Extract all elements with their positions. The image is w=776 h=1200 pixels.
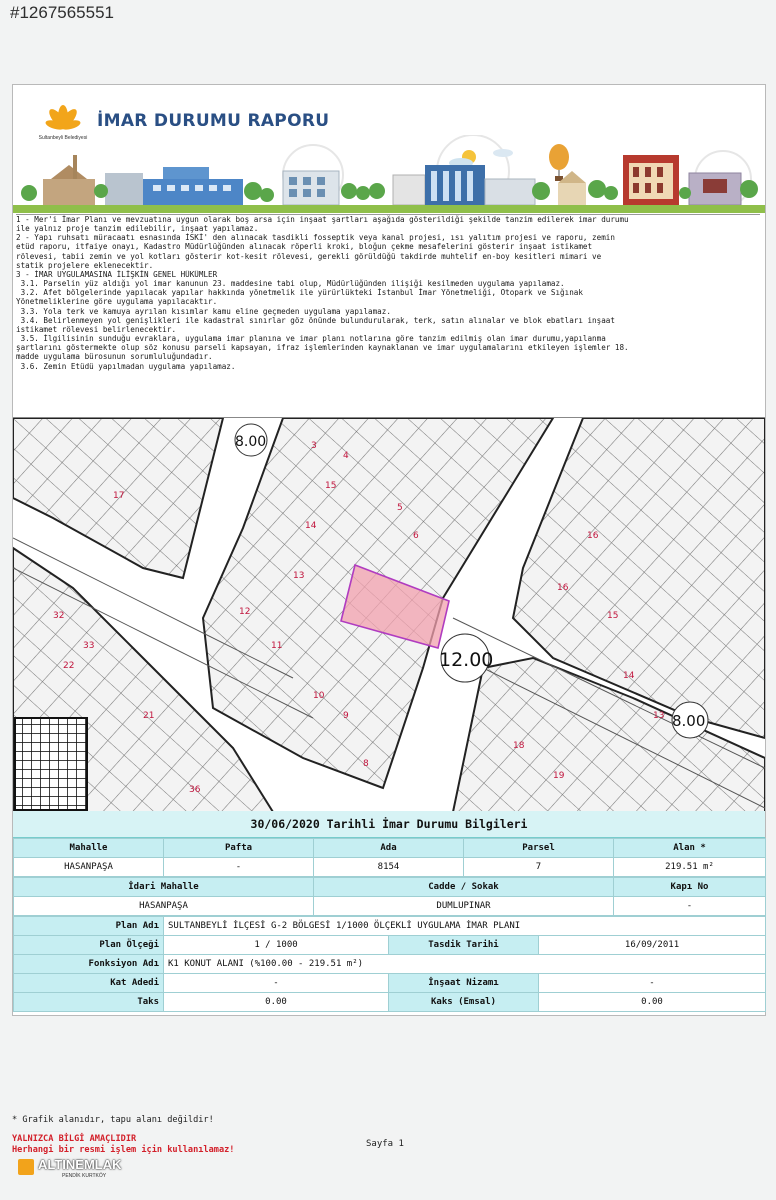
report-header: [13, 85, 765, 213]
construction-order-label: İnşaat Nizamı: [389, 974, 539, 993]
city-skyline-illustration: [13, 135, 765, 213]
graphic-area-note: * Grafik alanıdır, tapu alanı değildir!: [12, 1115, 214, 1125]
plan-scale-label: Plan Ölçeği: [14, 936, 164, 955]
block-number-label: 13: [293, 571, 305, 581]
header-kapi-no: Kapı No: [614, 878, 766, 897]
rule-line: 3.3. Yola terk ve kamuya ayrılan kısımlar kamu eline geçmeden uygulama yapılamaz.: [16, 306, 391, 316]
block-number-label: 21: [143, 711, 155, 721]
rule-line: şartlarını göstermekte olup söz konusu parseli kapsayan, ifraz işlemlerinden kaynaklanan ve imar uygulamalarını etkileyen işlemler 18.: [16, 343, 629, 353]
floors-label: Kat Adedi: [14, 974, 164, 993]
block-number-label: 36: [189, 785, 201, 795]
zoning-info-table-2: [13, 877, 766, 916]
block-number-label: 14: [623, 671, 635, 681]
road-width-label: 8.00: [672, 712, 706, 730]
zoning-plan-table: [13, 916, 766, 1012]
value-cadde-sokak: DUMLUPINAR: [314, 897, 614, 916]
rule-line: rölevesi, tabii zemin ve yol kotları gösterir kot-kesit rölevesi, gerekli görüldüğü takdirde muhtelif en-boy kesitleri mimari ve: [16, 251, 602, 261]
block-number-label: 16: [587, 531, 599, 541]
block-number-label: 13: [653, 711, 665, 721]
kaks-value: 0.00: [539, 993, 766, 1012]
rule-line: 3.6. Zemin Etüdü yapılmadan uygulama yapılamaz.: [16, 361, 236, 371]
rule-line: etüd raporu, itfaiye onayı, Kadastro Müdürlüğünden alınacak röperli kroki, bloğun çekme mesafelerini gösterir inşaat istikamet: [16, 242, 593, 252]
approval-date-label: Tasdik Tarihi: [389, 936, 539, 955]
info-only-warning: YALNIZCA BİLGİ AMAÇLIDIR: [12, 1134, 137, 1144]
brand-name: ALTINEMLAK: [38, 1157, 122, 1172]
municipality-logo-text: Sultanbeyli Belediyesi: [38, 135, 88, 141]
rule-line: ile yalnız proje tanzim edilebilir, inşaat yapılamaz.: [16, 224, 259, 234]
rule-line: statik projelere eklenecektir.: [16, 260, 154, 270]
rule-line: 3.4. Belirlenmeyen yol genişlikleri ile kadastral sınırlar göz önünde bulundurularak, terk, satın alınalar ve blok ebatları inşaat: [16, 315, 615, 325]
header-pafta: Pafta: [164, 839, 314, 858]
block-number-label: 18: [513, 741, 525, 751]
table-row: [14, 839, 766, 858]
header-ada: Ada: [314, 839, 464, 858]
block-number-label: 10: [313, 691, 325, 701]
kaks-label: Kaks (Emsal): [389, 993, 539, 1012]
header-cadde-sokak: Cadde / Sokak: [314, 878, 614, 897]
block-number-label: 19: [553, 771, 565, 781]
value-ada: 8154: [314, 858, 464, 877]
plan-name-value: SULTANBEYLİ İLÇESİ G-2 BÖLGESİ 1/1000 ÖLÇEKLİ UYGULAMA İMAR PLANI: [164, 917, 766, 936]
table-row: [14, 858, 766, 877]
block-number-label: 3: [311, 441, 317, 451]
block-number-label: 33: [83, 641, 95, 651]
block-number-label: 8: [363, 759, 369, 769]
report-title: İMAR DURUMU RAPORU: [97, 111, 330, 131]
value-pafta: -: [164, 858, 314, 877]
header-mahalle: Mahalle: [14, 839, 164, 858]
rule-line: madde uygulama bürosunun sorumluluğundadır.: [16, 352, 213, 362]
brand-watermark: [18, 1157, 128, 1183]
block-number-label: 22: [63, 661, 75, 671]
report-page: [12, 84, 766, 1016]
block-number-label: 32: [53, 611, 65, 621]
value-parsel: 7: [464, 858, 614, 877]
block-number-label: 14: [305, 521, 317, 531]
road-width-label: 8.00: [235, 434, 267, 450]
construction-order-value: -: [539, 974, 766, 993]
rule-line: 2 - Yapı ruhsatı müracaatı esnasında İSKİ' den alınacak tasdikli fosseptik veya kanal projesi, ısı yalıtım projesi ve raporu, zemin: [16, 233, 615, 243]
block-number-label: 17: [113, 491, 125, 501]
value-mahalle: HASANPAŞA: [14, 858, 164, 877]
table-row: [14, 955, 766, 974]
value-kapi-no: -: [614, 897, 766, 916]
rule-line: Yönetmeliklerine göre uygulama yapılacaktır.: [16, 297, 218, 307]
table-row: [14, 974, 766, 993]
map-dense-block: [15, 718, 87, 810]
block-number-label: 4: [343, 451, 349, 461]
table-row: [14, 878, 766, 897]
rule-line: 3.1. Parselin yüz aldığı yol imar kanunun 23. maddesine tabi olup, Müdürlüğünden ilişiği kesilmeden uygulama yapılamaz.: [16, 279, 565, 289]
road-width-label: 12.00: [439, 649, 494, 671]
table-row: [14, 993, 766, 1012]
page-number: Sayfa 1: [366, 1139, 404, 1149]
rule-line: 1 - Mer'i İmar Planı ve mevzuatına uygun olarak boş arsa için inşaat şartları aşağıda gösterildiği şekilde tanzim edilerek imar durumu: [16, 215, 629, 224]
taks-label: Taks: [14, 993, 164, 1012]
brand-logo-icon: [18, 1159, 34, 1175]
plan-name-label: Plan Adı: [14, 917, 164, 936]
taks-value: 0.00: [164, 993, 389, 1012]
rule-line: 3.2. Afet bölgelerinde yapılacak yapılar hakkında yönetmelik ile yürürlükteki İstanbul İmar Yönetmeliği, Otopark ve Sığınak: [16, 288, 583, 298]
table-row: [14, 897, 766, 916]
approval-date-value: 16/09/2011: [539, 936, 766, 955]
block-number-label: 11: [271, 641, 283, 651]
plan-scale-value: 1 / 1000: [164, 936, 389, 955]
header-alan: Alan *: [614, 839, 766, 858]
table-row: [14, 936, 766, 955]
zoning-map: [13, 417, 765, 813]
floors-value: -: [164, 974, 389, 993]
block-number-label: 15: [607, 611, 619, 621]
rule-line: 3.5. İlgilisinin sunduğu evraklara, uygulama imar planına ve imar planı notlarına göre tanzim edilmiş olan imar durumu,yapılanma: [16, 334, 606, 344]
zoning-info-section: [13, 811, 765, 1012]
rule-line: 3 - İMAR UYGULAMASINA İLİŞKİN GENEL HÜKÜMLER: [16, 269, 218, 279]
table-row: [14, 917, 766, 936]
report-footer: [12, 1115, 234, 1156]
block-number-label: 16: [557, 583, 569, 593]
block-number-label: 15: [325, 481, 337, 491]
value-idari-mahalle: HASANPAŞA: [14, 897, 314, 916]
no-official-use-warning: Herhangi bir resmi işlem için kullanılamaz!: [12, 1145, 235, 1155]
rule-line: istikamet rölevesi belirlenecektir.: [16, 324, 177, 334]
function-value: K1 KONUT ALANI (%100.00 - 219.51 m²): [164, 955, 766, 974]
listing-id: #1267565551: [10, 3, 115, 22]
block-number-label: 12: [239, 607, 251, 617]
header-idari-mahalle: İdari Mahalle: [14, 878, 314, 897]
info-title: 30/06/2020 Tarihli İmar Durumu Bilgileri: [13, 811, 765, 838]
block-number-label: 9: [343, 711, 349, 721]
zoning-info-table: [13, 838, 766, 877]
header-parsel: Parsel: [464, 839, 614, 858]
function-label: Fonksiyon Adı: [14, 955, 164, 974]
block-number-label: 5: [397, 503, 403, 513]
brand-sub: PENDİK KURTKÖY: [62, 1173, 107, 1179]
block-number-label: 6: [413, 531, 419, 541]
general-rules-text: [16, 214, 760, 410]
value-alan: 219.51 m²: [614, 858, 766, 877]
